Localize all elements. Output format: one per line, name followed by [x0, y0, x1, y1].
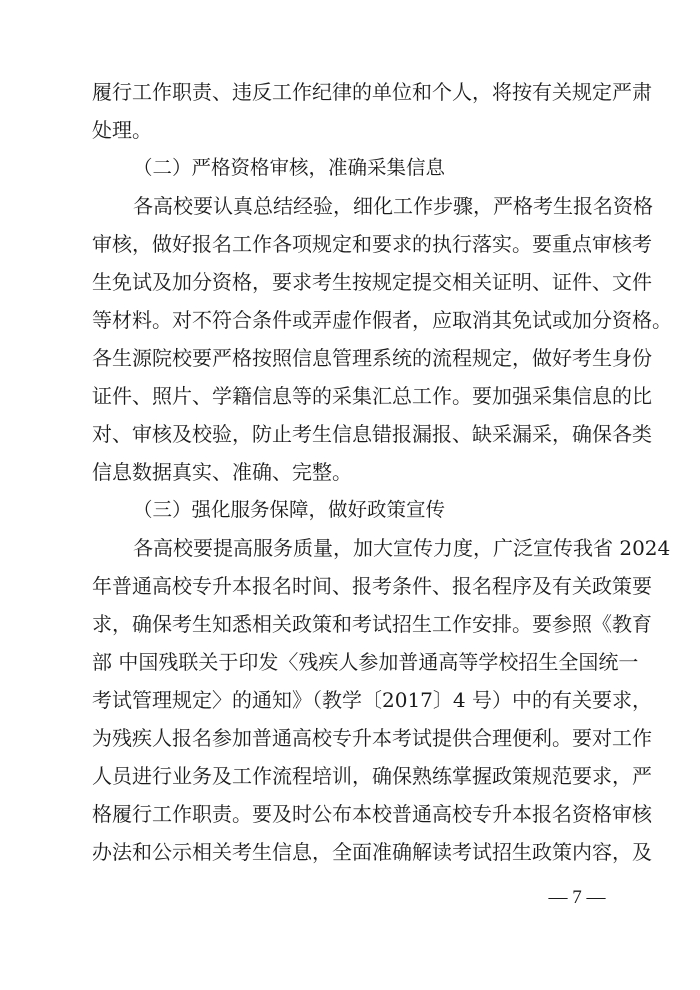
paragraph-line: 各高校要认真总结经验，细化工作步骤，严格考生报名资格 [133, 194, 653, 218]
paragraph-line: 办法和公示相关考生信息，全面准确解读考试招生政策内容，及 [92, 840, 652, 864]
paragraph-line: 处理。 [92, 118, 152, 142]
paragraph-line: 证件、照片、学籍信息等的采集汇总工作。要加强采集信息的比 [92, 384, 652, 408]
paragraph-line: 求，确保考生知悉相关政策和考试招生工作安排。要参照《教育 [92, 612, 652, 636]
paragraph-line: 生免试及加分资格，要求考生按规定提交相关证明、证件、文件 [92, 270, 652, 294]
paragraph-line: 考试管理规定〉的通知》（教学〔2017〕4 号）中的有关要求， [92, 688, 652, 712]
paragraph-line: 部 中国残联关于印发〈残疾人参加普通高等学校招生全国统一 [92, 650, 639, 674]
section-heading-2: （二）严格资格审核，准确采集信息 [133, 156, 446, 179]
section-heading-3: （三）强化服务保障，做好政策宣传 [133, 498, 446, 521]
paragraph-line: 审核，做好报名工作各项规定和要求的执行落实。要重点审核考 [92, 232, 652, 256]
paragraph-line: 人员进行业务及工作流程培训，确保熟练掌握政策规范要求，严 [92, 764, 652, 788]
page-number: — 7 — [548, 887, 606, 908]
paragraph-line: 信息数据真实、准确、完整。 [92, 460, 352, 484]
paragraph-line: 格履行工作职责。要及时公布本校普通高校专升本报名资格审核 [92, 802, 652, 826]
paragraph-line: 年普通高校专升本报名时间、报考条件、报名程序及有关政策要 [92, 574, 652, 598]
paragraph-line: 对、审核及校验，防止考生信息错报漏报、缺采漏采，确保各类 [92, 422, 652, 446]
paragraph-line: 各高校要提高服务质量，加大宣传力度，广泛宣传我省 2024 [133, 536, 671, 560]
paragraph-line: 各生源院校要严格按照信息管理系统的流程规定，做好考生身份 [92, 346, 652, 370]
paragraph-line: 等材料。对不符合条件或弄虚作假者，应取消其免试或加分资格。 [92, 308, 672, 332]
paragraph-line: 为残疾人报名参加普通高校专升本考试提供合理便利。要对工作 [92, 726, 652, 750]
paragraph-line: 履行工作职责、违反工作纪律的单位和个人，将按有关规定严肃 [92, 80, 652, 104]
